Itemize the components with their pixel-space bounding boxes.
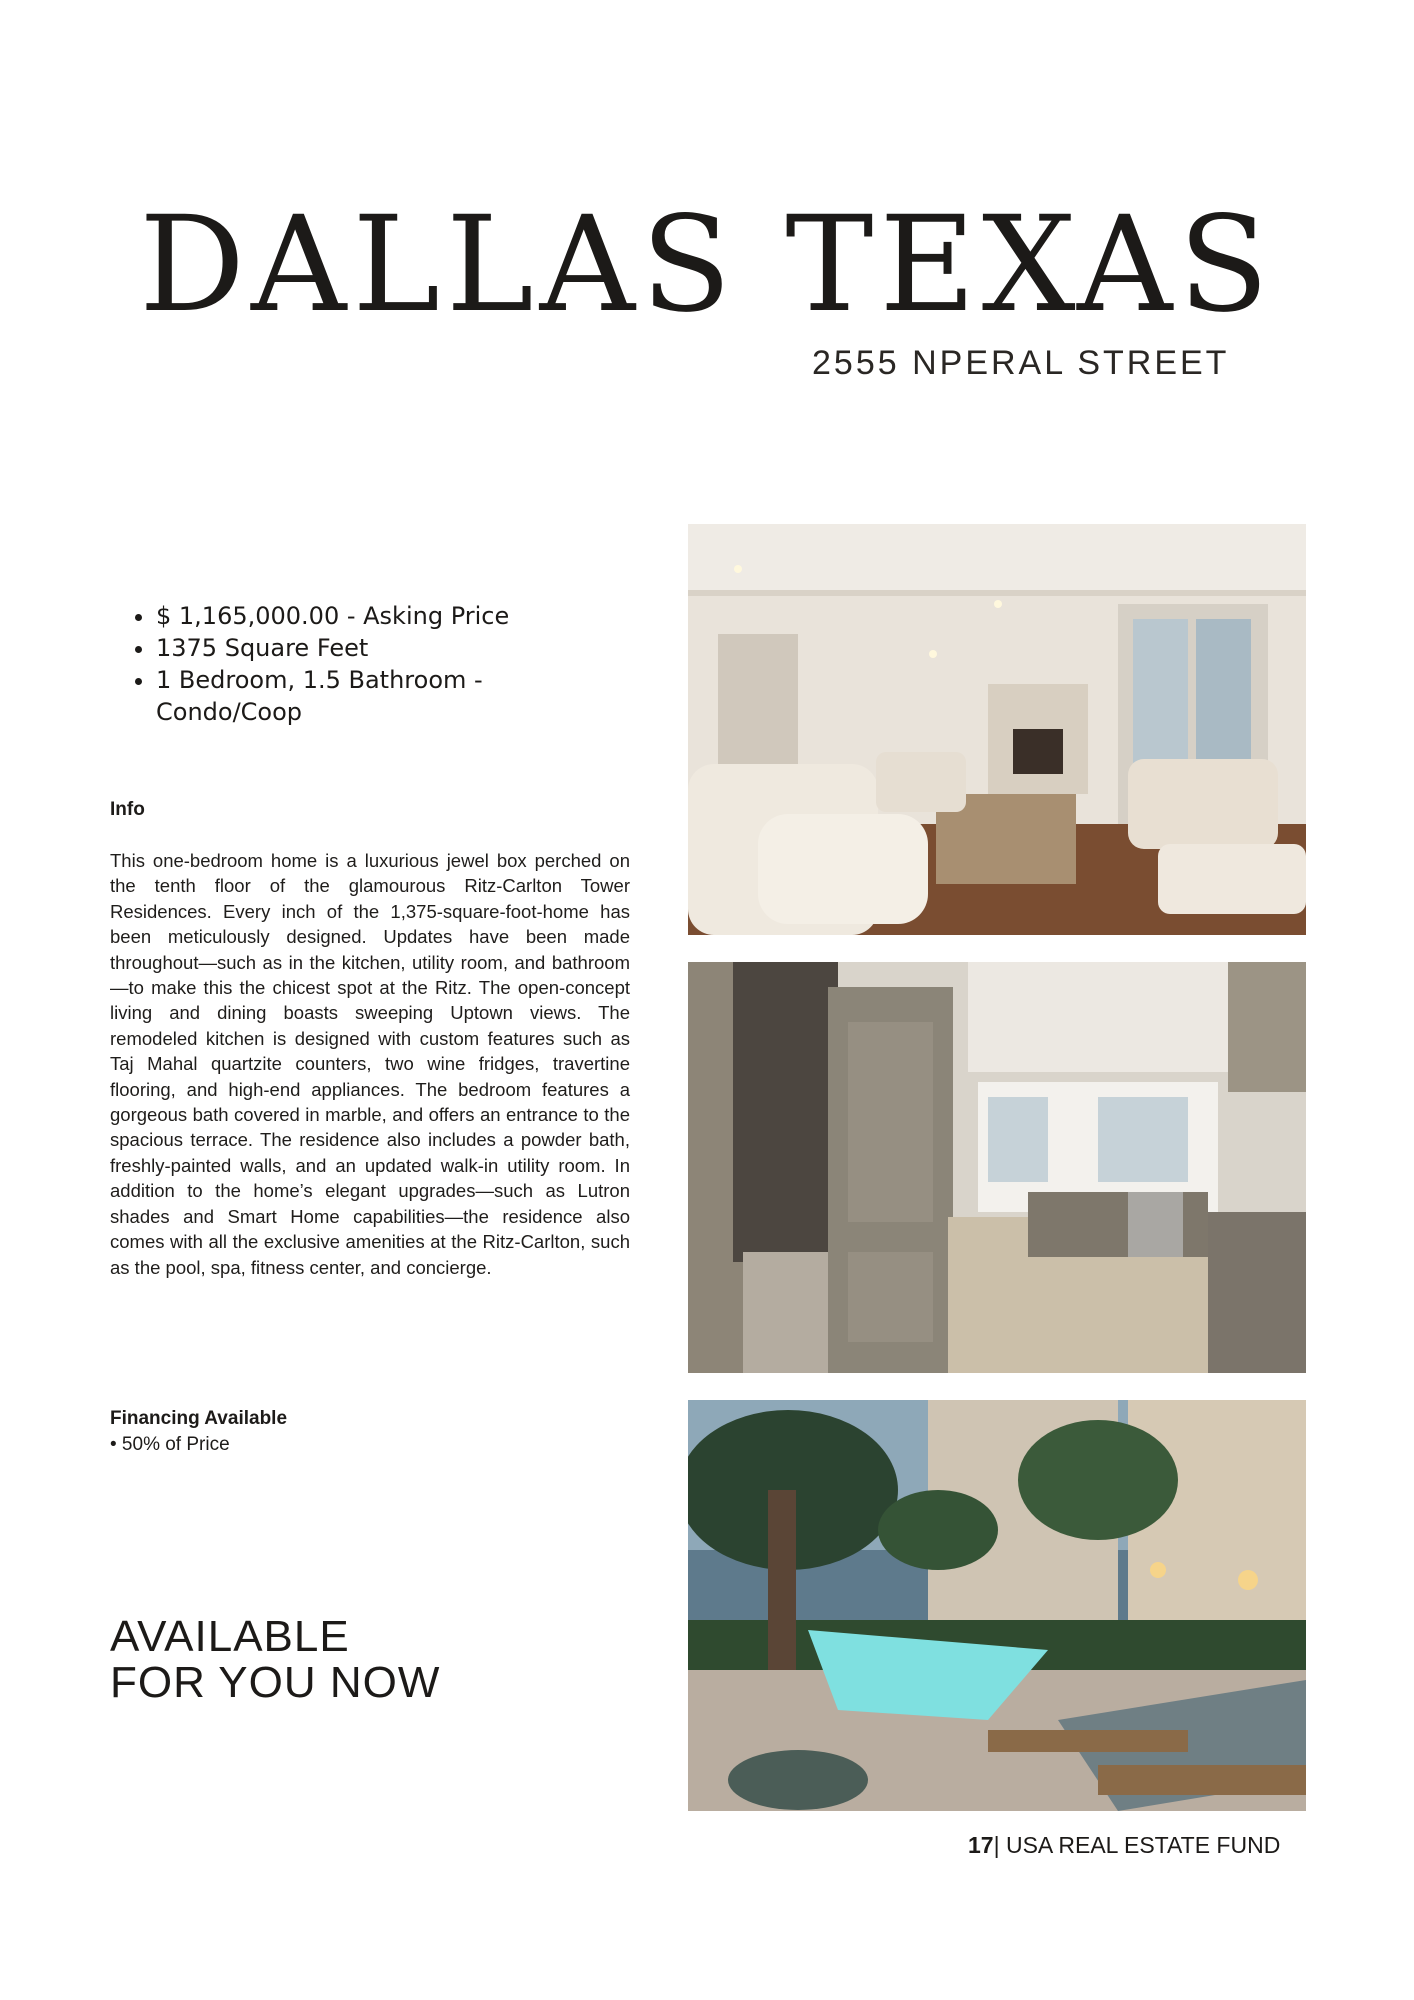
pool-photo <box>688 1400 1306 1811</box>
financing-item: • 50% of Price <box>110 1434 230 1455</box>
page-number: 17 <box>968 1832 994 1858</box>
footer-label: | USA REAL ESTATE FUND <box>993 1832 1281 1858</box>
info-heading: Info <box>110 799 145 820</box>
fact-price: • $ 1,165,000.00 - Asking Price <box>156 600 586 632</box>
availability-line-2: FOR YOU NOW <box>110 1658 441 1707</box>
availability-callout <box>110 1614 570 1706</box>
financing-heading: Financing Available <box>110 1408 288 1429</box>
page-title: DALLAS TEXAS <box>139 188 1275 342</box>
fact-area: • 1375 Square Feet <box>156 632 586 664</box>
property-facts <box>110 600 586 728</box>
living-room-photo <box>688 524 1306 935</box>
availability-line-1: AVAILABLE <box>110 1612 350 1661</box>
fact-rooms: • 1 Bedroom, 1.5 Bathroom - Condo/Coop <box>156 664 586 728</box>
page-footer <box>968 1832 1280 1859</box>
kitchen-photo <box>688 962 1306 1373</box>
property-address: 2555 NPERAL STREET <box>812 344 1230 382</box>
info-description: This one-bedroom home is a luxurious jewel box perched on the tenth floor of the glamourous Ritz-Carlton Tower Residences. Every inch of the 1,375-square-foot-home has been meticulously designed. Updates have been made throughout—such as in the kitchen, utility room, and bathroom—to make this the chicest spot at the Ritz. The open-concept living and dining boasts sweeping Uptown views. The remodeled kitchen is designed with custom features such as Taj Mahal quartzite counters, two wine fridges, travertine flooring, and high-end appliances. The bedroom features a gorgeous bath covered in marble, and offers an entrance to the spacious terrace. The residence also includes a powder bath, freshly-painted walls, and an updated walk-in utility room. In addition to the home’s elegant upgrades—such as Lutron shades and Smart Home capabilities—the residence also comes with all the exclusive amenities at the Ritz-Carlton, such as the pool, spa, fitness center, and concierge. <box>110 850 630 1278</box>
